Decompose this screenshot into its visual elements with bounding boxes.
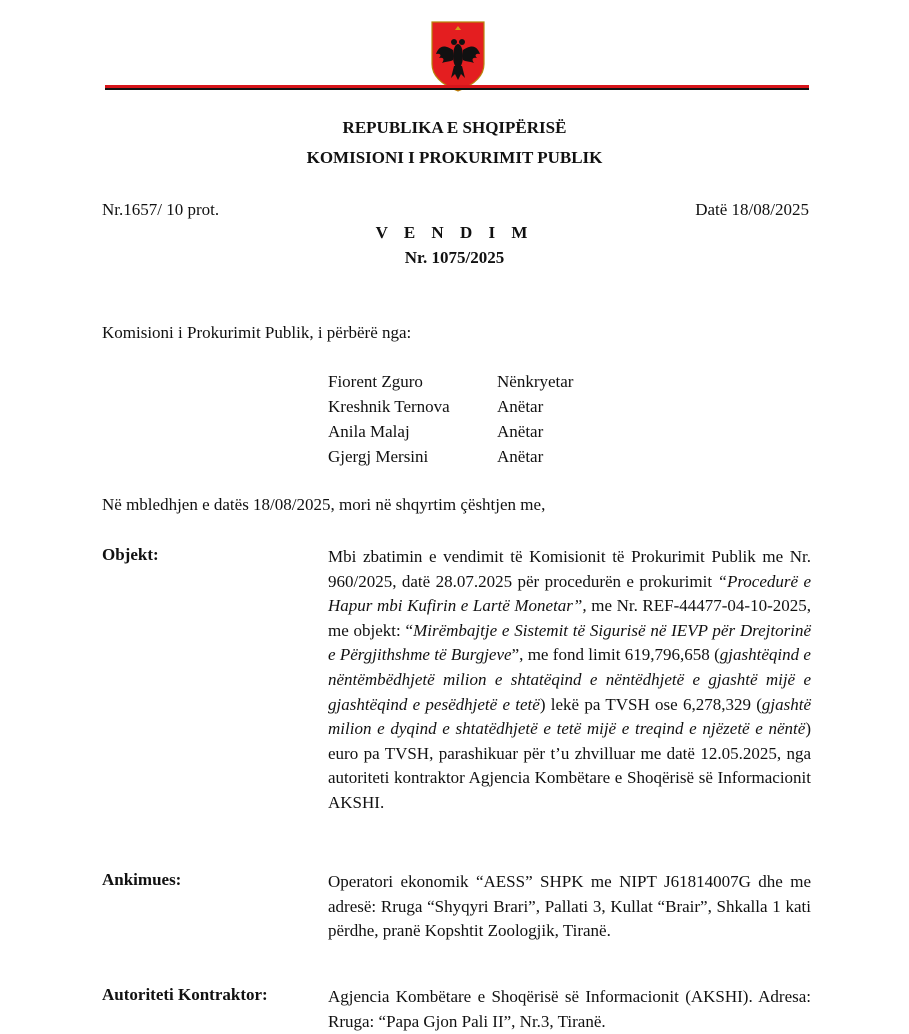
ankimues-text: Operatori ekonomik “AESS” SHPK me NIPT J61814007G dhe me adresë: Rruga “Shyqyri Brari”, Pallati 3, Kullat “Brair”, Shkalla 1 kati përdhe, pranë Kopshtit Zoologjik, Tiranë. [328,872,811,941]
member-role: Nënkryetar [497,372,574,391]
member-role: Anëtar [497,447,544,466]
member-role: Anëtar [497,397,544,416]
document-date: Datë 18/08/2025 [695,200,809,219]
autoriteti-label: Autoriteti Kontraktor: [102,985,268,1004]
member-role: Anëtar [497,422,544,441]
albanian-coat-of-arms-emblem [429,20,487,92]
procedure-type: “Procedurë e Hapur mbi Kufirin e Lartë Monetar”, [328,571,811,616]
decision-number: Nr. 1075/2025 [404,248,505,267]
objekt-label: Objekt: [102,545,159,564]
member-name: Fiorent Zguro [328,372,423,391]
objekt-text-part: ) euro pa TVSH, parashikuar për t’u zhvilluar me datë 12.05.2025, nga autoriteti kontraktor Agjencia Kombëtare e Shoqërisë së Informacionit AKSHI. [328,719,811,812]
meeting-intro: Në mbledhjen e datës 18/08/2025, mori në shqyrtim çështjen me, [102,495,546,514]
ankimues-label: Ankimues: [102,870,182,889]
fund-in-words-lek: gjashtëqind e nëntëmbëdhjetë milion e shtatëqind e nëntëdhjetë e gjashtë mijë e gjashtëqind e pesëdhjetë e tetë [328,645,811,714]
member-name: Anila Malaj [328,422,410,441]
objekt-text-part: me Nr. REF-44477-04-10-2025, me objekt: “ [328,596,811,640]
procurement-object: Mirëmbajtje e Sistemit të Sigurisë në IEVP për Drejtorinë e Përgjithshme të Burgjeve [328,620,811,665]
objekt-text-part: ) lekë pa TVSH ose 6,278,329 ( [539,694,762,714]
republic-heading: REPUBLIKA E SHQIPËRISË [342,118,567,137]
fund-in-words-euro: gjashtë milion e dyqind e shtatëdhjetë e tetë mijë e treqind e njëzetë e nëntë [328,694,812,739]
composition-intro: Komisioni i Prokurimit Publik, i përbërë nga: [102,323,412,342]
decision-title: V E N D I M [375,223,534,242]
objekt-text-part: Mbi zbatimin e vendimit të Komisionit të Prokurimit Publik me Nr. 960/2025, datë 28.07.2025 për procedurën e prokurimit [328,547,811,591]
header-divider [105,85,809,90]
commission-heading: KOMISIONI I PROKURIMIT PUBLIK [306,148,603,167]
objekt-text-part: ”, me fond limit 619,796,658 ( [511,645,720,665]
protocol-number: Nr.1657/ 10 prot. [102,200,220,219]
member-name: Kreshnik Ternova [328,397,450,416]
objekt-text [328,545,811,816]
autoriteti-text: Agjencia Kombëtare e Shoqërisë së Informacionit (AKSHI). Adresa: Rruga: “Papa Gjon Pali II”, Nr.3, Tiranë. [328,987,811,1031]
member-name: Gjergj Mersini [328,447,429,466]
